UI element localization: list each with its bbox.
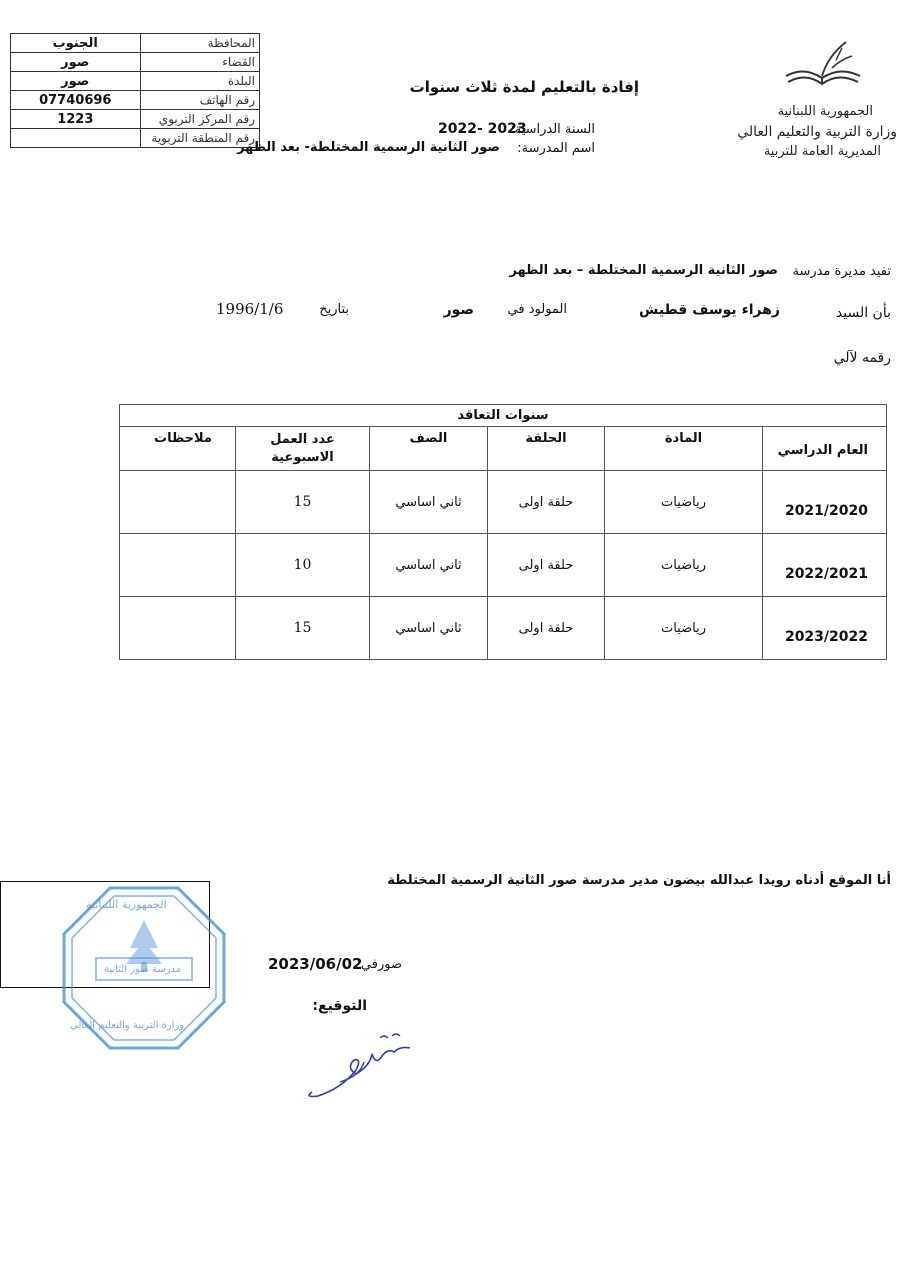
info-label: البلدة bbox=[140, 72, 259, 91]
hours-cell: 15 bbox=[236, 597, 370, 660]
col-year-header: العام الدراسي bbox=[763, 427, 887, 471]
info-label: رقم المركز التربوي bbox=[140, 110, 259, 129]
notes-cell bbox=[120, 597, 236, 660]
info-row bbox=[11, 53, 260, 72]
info-label: رقم الهاتف bbox=[140, 91, 259, 110]
subject-cell: رياضيات bbox=[605, 597, 763, 660]
info-value: الجنوب bbox=[11, 34, 141, 53]
table-row bbox=[120, 534, 887, 597]
hours-header-line1: عدد العمل bbox=[270, 432, 335, 447]
date-label: بتاريخ bbox=[319, 302, 349, 317]
info-row bbox=[11, 91, 260, 110]
stamp-text-bottom: وزارة التربية والتعليم العالي bbox=[70, 1020, 185, 1031]
statement-label: تفيد مديرة مدرسة bbox=[792, 264, 891, 279]
table-row bbox=[120, 597, 887, 660]
stamp-text-middle: مدرسة صور الثانية bbox=[104, 964, 182, 975]
school-year-value: 2022- 2023 bbox=[438, 121, 527, 137]
hours-header-line2: الاسبوعية bbox=[271, 450, 334, 465]
ministry-line-3: المديرية العامة للتربية bbox=[763, 144, 881, 159]
info-label: المحافظة bbox=[140, 34, 259, 53]
year-cell: 2023/2022 bbox=[763, 597, 887, 660]
handwritten-signature bbox=[300, 1026, 418, 1104]
info-row bbox=[11, 34, 260, 53]
year-cell: 2021/2020 bbox=[763, 471, 887, 534]
table-caption: سنوات التعاقد bbox=[120, 405, 887, 427]
footer-statement: أنا الموقع أدناه رويدا عبدالله بيضون مدير مدرسة صور الثانية الرسمية المختلطة bbox=[387, 873, 891, 888]
col-subject-header: المادة bbox=[605, 427, 763, 471]
notes-cell bbox=[120, 534, 236, 597]
class-cell: ثاني اساسي bbox=[370, 597, 488, 660]
subject-cell: رياضيات bbox=[605, 534, 763, 597]
col-hours-header bbox=[236, 427, 370, 471]
class-cell: ثاني اساسي bbox=[370, 534, 488, 597]
footer-date: 2023/06/02 bbox=[268, 955, 363, 973]
info-label: رقم المنطقة التربوية bbox=[140, 129, 259, 148]
table-row bbox=[120, 471, 887, 534]
class-cell: ثاني اساسي bbox=[370, 471, 488, 534]
hours-cell: 10 bbox=[236, 534, 370, 597]
info-value: 1223 bbox=[11, 110, 141, 129]
cycle-cell: حلقة اولى bbox=[488, 534, 605, 597]
year-cell: 2022/2021 bbox=[763, 534, 887, 597]
ministry-line-1: الجمهورية اللبنانية bbox=[777, 104, 873, 119]
info-value: 07740696 bbox=[11, 91, 141, 110]
birth-date: 1996/1/6 bbox=[216, 300, 284, 318]
statement-school: صور الثانية الرسمية المختلطة – بعد الظهر bbox=[509, 263, 778, 278]
notes-cell bbox=[120, 471, 236, 534]
contract-years-table bbox=[119, 404, 887, 660]
page-title: إفادة بالتعليم لمدة ثلاث سنوات bbox=[409, 78, 639, 96]
info-value: صور bbox=[11, 72, 141, 91]
number-label: رقمه لآلي bbox=[833, 350, 891, 366]
info-row bbox=[11, 129, 260, 148]
signature-label: التوقيع: bbox=[312, 998, 367, 1014]
hours-cell: 15 bbox=[236, 471, 370, 534]
info-value: صور bbox=[11, 53, 141, 72]
ministry-line-2: وزارة التربية والتعليم العالي bbox=[737, 124, 897, 140]
info-label: القضاء bbox=[140, 53, 259, 72]
info-row bbox=[11, 72, 260, 91]
born-place: صور bbox=[443, 302, 474, 318]
book-logo-icon bbox=[776, 38, 868, 98]
place-date-prefix: صورفي bbox=[360, 957, 402, 972]
stamp-text-top: الجمهورية اللبنانية bbox=[86, 898, 167, 911]
mr-label: بأن السيد bbox=[835, 305, 891, 321]
subject-cell: رياضيات bbox=[605, 471, 763, 534]
info-row bbox=[11, 110, 260, 129]
cycle-cell: حلقة اولى bbox=[488, 597, 605, 660]
cycle-cell: حلقة اولى bbox=[488, 471, 605, 534]
school-name-value: صور الثانية الرسمية المختلطة- بعد الظهر bbox=[237, 140, 500, 155]
info-value bbox=[11, 129, 141, 148]
school-name-label: اسم المدرسة: bbox=[517, 141, 595, 156]
school-year-label: السنة الدراسية: bbox=[510, 122, 595, 137]
born-in-label: المولود في bbox=[507, 302, 567, 317]
col-notes-header: ملاحظات bbox=[120, 427, 236, 471]
info-table bbox=[10, 33, 260, 148]
person-name: زهراء يوسف قطيش bbox=[639, 302, 780, 318]
col-cycle-header: الحلقة bbox=[488, 427, 605, 471]
col-class-header: الصف bbox=[370, 427, 488, 471]
